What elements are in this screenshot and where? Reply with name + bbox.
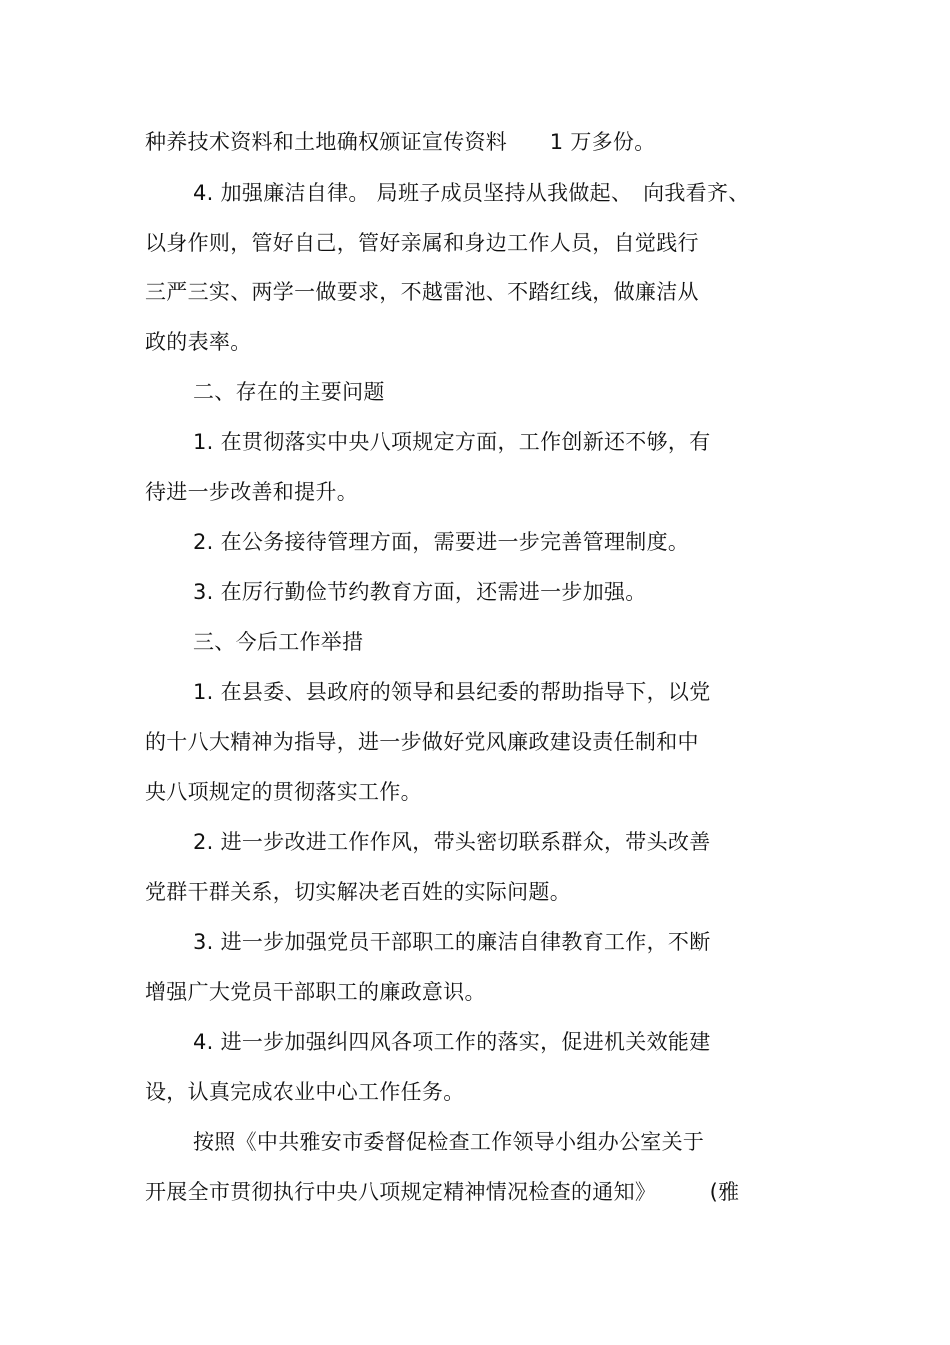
text-line: 党群干群关系，切实解决老百姓的实际问题。 — [145, 880, 571, 904]
section-heading-measures: 三、今后工作举措 — [193, 630, 364, 654]
text-line: 设，认真完成农业中心工作任务。 — [145, 1080, 465, 1104]
section-heading-problems: 二、存在的主要问题 — [193, 380, 385, 404]
text-line: 央八项规定的贯彻落实工作。 — [145, 780, 422, 804]
measure-item-2: 2. 进一步改进工作作风，带头密切联系群众，带头改善 — [193, 830, 711, 854]
problem-item-1: 1. 在贯彻落实中央八项规定方面，工作创新还不够，有 — [193, 430, 711, 454]
paragraph-4-strengthen-integrity: 4. 加强廉洁自律。 局班子成员坚持从我做起、 向我看齐、 — [193, 181, 750, 205]
measure-item-3: 3. 进一步加强党员干部职工的廉洁自律教育工作，不断 — [193, 930, 711, 954]
text-line: 增强广大党员干部职工的廉政意识。 — [145, 980, 486, 1004]
text-line: 的十八大精神为指导，进一步做好党风廉政建设责任制和中 — [145, 730, 699, 754]
problem-item-2: 2. 在公务接待管理方面，需要进一步完善管理制度。 — [193, 530, 690, 554]
paragraph-according-to-notice: 按照《中共雅安市委督促检查工作领导小组办公室关于 — [193, 1130, 705, 1154]
measure-item-4: 4. 进一步加强纠四风各项工作的落实，促进机关效能建 — [193, 1030, 711, 1054]
text-line: 开展全市贯彻执行中央八项规定精神情况检查的通知》 (雅 — [145, 1180, 740, 1204]
text-line: 以身作则，管好自己，管好亲属和身边工作人员，自觉践行 — [145, 231, 699, 255]
measure-item-1: 1. 在县委、县政府的领导和县纪委的帮助指导下，以党 — [193, 680, 711, 704]
text-line: 待进一步改善和提升。 — [145, 480, 358, 504]
problem-item-3: 3. 在厉行勤俭节约教育方面，还需进一步加强。 — [193, 580, 647, 604]
text-line: 政的表率。 — [145, 330, 252, 354]
text-line: 种养技术资料和土地确权颁证宣传资料 1 万多份。 — [145, 130, 656, 154]
text-line: 三严三实、两学一做要求，不越雷池、不踏红线，做廉洁从 — [145, 280, 699, 304]
